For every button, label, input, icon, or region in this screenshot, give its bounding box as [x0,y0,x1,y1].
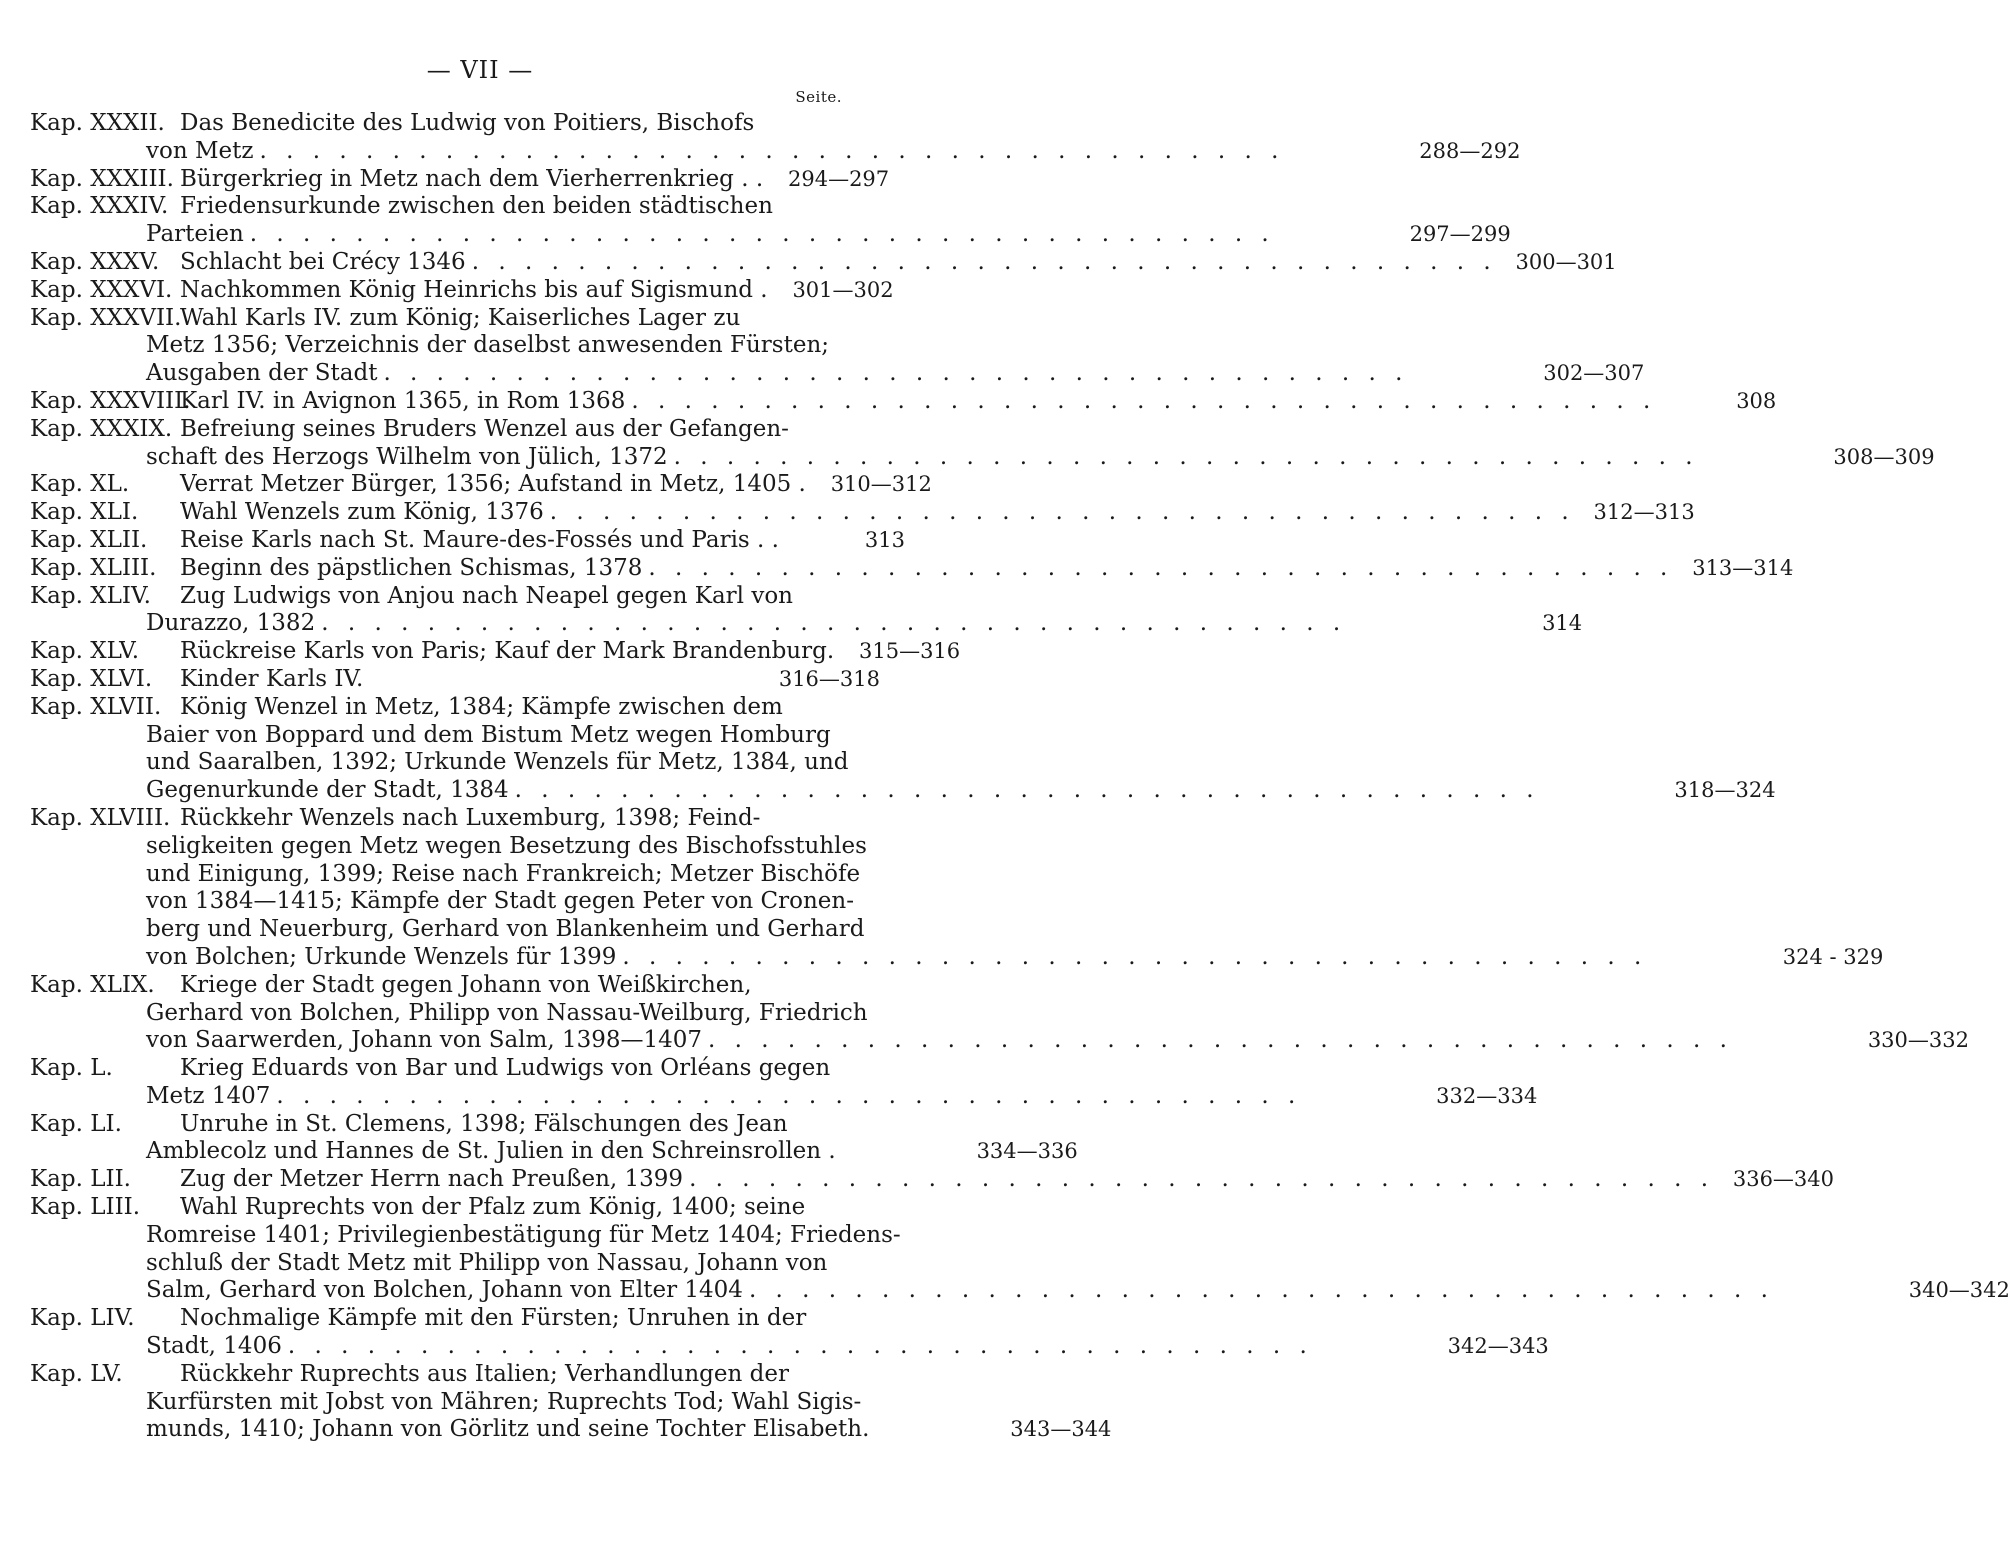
chapter-title-line: Gerhard von Bolchen, Philipp von Nassau-Weilburg, Friedrich [146,999,868,1026]
chapter-number: Kap. XLVI. [30,665,153,692]
toc-entry [30,1166,1835,1194]
chapter-number: Kap. XXXII. [30,110,165,136]
chapter-number: Kap. XLI. [30,499,139,526]
chapter-title-line: König Wenzel in Metz, 1384; Kämpfe zwischen dem [180,693,783,720]
chapter-title-line: schaft des Herzogs Wilhelm von Jülich, 1372 [146,443,668,470]
chapter-title-line: Salm, Gerhard von Bolchen, Johann von Elter 1404 [146,1277,743,1304]
chapter-title-line: Nochmalige Kämpfe mit den Fürsten; Unruhen in der [180,1305,807,1332]
chapter-title-line: Durazzo, 1382 [146,610,316,637]
page-range: 334—336 [976,1139,1078,1164]
toc-entry [30,638,961,666]
chapter-number: Kap. L. [30,1055,113,1082]
chapter-title-line: von Metz [146,137,254,164]
toc-entry [30,582,1583,639]
chapter-title-line: Gegenurkunde der Stadt, 1384 [146,777,509,804]
chapter-title-line: Wahl Ruprechts von der Pfalz zum König, 1400; seine [180,1194,806,1221]
leader-dots: . . . . . . . . . . . . . . . . . . . . . . . . . . . . . . . . . . . . . . . [673,443,1699,470]
leader-dots: . . . . . . . . . . . . . . . . . . . . . . . . . . . . . . . . . . . . . . . [383,360,1409,387]
leader-dots: . . . . . . . . . . . . . . . . . . . . . . . . . . . . . . . . . . . . . . . [549,499,1575,526]
toc-entry [30,1110,1078,1167]
chapter-title-line: Bürgerkrieg in Metz nach dem Vierherrenkrieg . . [180,165,764,192]
page-number: — VII — [426,56,534,84]
page-range: 297—299 [1409,222,1511,247]
chapter-number: Kap. XLVII. [30,693,162,720]
page-range: 316—318 [778,666,880,691]
chapter-title-line: Rückreise Karls von Paris; Kauf der Mark Brandenburg. [180,638,835,665]
page-range: 318—324 [1674,778,1776,803]
chapter-number: Kap. XXXVI. [30,276,173,303]
chapter-number: Kap. LI. [30,1110,122,1137]
page-range: 310—312 [830,472,932,497]
chapter-title-line: Karl IV. in Avignon 1365, in Rom 1368 [180,387,626,414]
chapter-title-line: Unruhe in St. Clemens, 1398; Fälschungen des Jean [180,1110,788,1137]
page-column-label: Seite. [795,88,842,106]
toc-entry [30,1360,1112,1444]
leader-dots: . . . . . . . . . . . . . . . . . . . . . . . . . . . . . . . . . . . . . . . [748,1277,1774,1304]
page-range: 340—342 [1908,1278,2010,1303]
chapter-number: Kap. XLV. [30,638,140,665]
chapter-title-line: Metz 1407 [146,1082,271,1109]
chapter-title-line: Reise Karls nach St. Maure-des-Fossés und Paris . . [180,526,779,553]
chapter-title-line: Metz 1356; Verzeichnis der daselbst anwesenden Fürsten; [146,332,830,359]
page-range: 336—340 [1732,1167,1835,1192]
chapter-title-line: von 1384—1415; Kämpfe der Stadt gegen Peter von Cronen- [146,888,855,915]
page-range: 313—314 [1692,555,1794,580]
chapter-number: Kap. XL. [30,471,130,498]
leader-dots: . . . . . . . . . . . . . . . . . . . . . . . . . . . . . . . . . . . . . . . [622,943,1648,970]
page-range: 288—292 [1419,138,1521,163]
chapter-title-line: Rückkehr Wenzels nach Luxemburg, 1398; Feind- [180,804,761,831]
chapter-title-line: von Bolchen; Urkunde Wenzels für 1399 [146,943,617,970]
chapter-number: Kap. XXXIII. [30,165,174,192]
leader-dots: . . . . . . . . . . . . . . . . . . . . . . . . . . . . . . . . . . . . . . . [276,1082,1302,1109]
page-range: 343—344 [1010,1417,1112,1442]
page-range: 308 [1736,388,1777,413]
chapter-title-line: Kurfürsten mit Jobst von Mähren; Ruprechts Tod; Wahl Sigis- [146,1388,862,1415]
chapter-title-line: Zug der Metzer Herrn nach Preußen, 1399 [180,1166,684,1193]
chapter-title-line: Parteien [146,221,244,248]
chapter-number: Kap. LIII. [30,1194,141,1221]
page-range: 330—332 [1867,1028,1969,1053]
chapter-number: Kap. XXXVII. [30,304,182,331]
toc-entry [30,387,1777,416]
chapter-title-line: und Saaralben, 1392; Urkunde Wenzels für Metz, 1384, und [146,749,849,776]
toc-entry [30,1055,1538,1111]
chapter-title-line: Beginn des päpstlichen Schismas, 1378 [180,554,643,581]
chapter-number: Kap. LV. [30,1360,123,1387]
chapter-number: Kap. LIV. [30,1305,135,1332]
toc-entry [30,971,1969,1055]
chapter-title-line: Kriege der Stadt gegen Johann von Weißkirchen, [180,971,752,998]
leader-dots: . . . . . . . . . . . . . . . . . . . . . . . . . . . . . . . . . . . . . . . [287,1333,1313,1360]
leader-dots: . . . . . . . . . . . . . . . . . . . . . . . . . . . . . . . . . . . . . . . [471,248,1497,275]
page-range: 300—301 [1515,249,1617,274]
chapter-number: Kap. XLVIII. [30,804,171,831]
toc-entry [30,693,1776,805]
page-range: 314 [1542,611,1583,636]
chapter-title-line: Kinder Karls IV. [180,665,364,692]
toc-entry [30,304,1645,388]
leader-dots: . . . . . . . . . . . . . . . . . . . . . . . . . . . . . . . . . . . . . . . [708,1027,1733,1054]
toc-entry [30,526,905,555]
page-range: 294—297 [787,166,890,191]
table-of-contents [30,110,2010,1444]
page-range: 332—334 [1436,1083,1538,1108]
chapter-title-line: Romreise 1401; Privilegienbestätigung für Metz 1404; Friedens- [146,1221,901,1248]
chapter-title-line: Das Benedicite des Ludwig von Poitiers, Bischofs [180,110,755,136]
toc-entry [30,1194,2010,1305]
chapter-number: Kap. XLIV. [30,582,151,609]
toc-entry [30,1305,1549,1361]
chapter-title-line: Ausgaben der Stadt [146,360,378,387]
chapter-number: Kap. XXXIV. [30,193,169,220]
toc-entry [30,110,1521,166]
chapter-title-line: Rückkehr Ruprechts aus Italien; Verhandlungen der [180,1360,789,1387]
toc-entry [30,666,880,694]
leader-dots: . . . . . . . . . . . . . . . . . . . . . . . . . . . . . . . . . . . . . . . [648,554,1674,581]
page-range: 308—309 [1833,444,1935,469]
chapter-number: Kap. LII. [30,1166,131,1193]
chapter-title-line: berg und Neuerburg, Gerhard von Blankenheim und Gerhard [146,916,865,943]
toc-entry [30,193,1511,249]
page-range: 302—307 [1543,361,1645,386]
toc-entry [30,804,1884,972]
chapter-title-line: Stadt, 1406 [146,1333,282,1360]
toc-entry [30,471,932,499]
chapter-number: Kap. XXXVIII. [30,387,191,414]
chapter-title-line: von Saarwerden, Johann von Salm, 1398—1407 [146,1027,703,1054]
page-range: 315—316 [858,639,961,664]
leader-dots: . . . . . . . . . . . . . . . . . . . . . . . . . . . . . . . . . . . . . . . [259,137,1285,164]
chapter-title-line: Befreiung seines Bruders Wenzel aus der Gefangen- [180,415,789,442]
chapter-title-line: munds, 1410; Johann von Görlitz und seine Tochter Elisabeth. [146,1416,870,1443]
leader-dots: . . . . . . . . . . . . . . . . . . . . . . . . . . . . . . . . . . . . . . . [514,777,1540,804]
chapter-title-line: Verrat Metzer Bürger, 1356; Aufstand in Metz, 1405 . [180,471,806,498]
chapter-title-line: Amblecolz und Hannes de St. Julien in den Schreinsrollen . [146,1138,836,1165]
toc-entry [30,165,890,194]
chapter-title-line: Wahl Karls IV. zum König; Kaiserliches Lager zu [180,304,741,331]
chapter-number: Kap. XLIII. [30,554,157,581]
toc-entry [30,554,1794,583]
chapter-number: Kap. XXXV. [30,248,160,275]
chapter-title-line: Schlacht bei Crécy 1346 [180,248,466,275]
chapter-title-line: und Einigung, 1399; Reise nach Frankreich; Metzer Bischöfe [146,860,861,887]
chapter-title-line: Friedensurkunde zwischen den beiden städtischen [180,193,773,220]
chapter-title-line: Nachkommen König Heinrichs bis auf Sigismund . [180,276,768,303]
chapter-title-line: Wahl Wenzels zum König, 1376 [180,499,544,526]
toc-entry [30,499,1695,527]
leader-dots: . . . . . . . . . . . . . . . . . . . . . . . . . . . . . . . . . . . . . . . [631,387,1657,414]
chapter-title-line: Baier von Boppard und dem Bistum Metz wegen Homburg [146,721,831,748]
chapter-title-line: seligkeiten gegen Metz wegen Besetzung des Bischofsstuhles [146,832,867,859]
leader-dots: . . . . . . . . . . . . . . . . . . . . . . . . . . . . . . . . . . . . . . . [249,221,1275,248]
chapter-title-line: schluß der Stadt Metz mit Philipp von Nassau, Johann von [146,1249,828,1276]
leader-dots: . . . . . . . . . . . . . . . . . . . . . . . . . . . . . . . . . . . . . . . [689,1166,1715,1193]
chapter-title-line: Zug Ludwigs von Anjou nach Neapel gegen Karl von [180,582,793,609]
chapter-number: Kap. XXXIX. [30,415,173,442]
chapter-title-line: Krieg Eduards von Bar und Ludwigs von Orléans gegen [180,1055,831,1082]
page-range: 342—343 [1447,1334,1549,1359]
chapter-number: Kap. XLIX. [30,971,155,998]
toc-entry [30,415,1935,472]
chapter-number: Kap. XLII. [30,526,148,553]
leader-dots: . . . . . . . . . . . . . . . . . . . . . . . . . . . . . . . . . . . . . . . [321,610,1347,637]
page-range: 313 [864,527,905,552]
page-range: 324 - 329 [1782,944,1884,969]
page-range: 312—313 [1593,500,1695,525]
toc-entry [30,276,894,305]
page-range: 301—302 [792,277,894,302]
toc-entry [30,248,1617,277]
